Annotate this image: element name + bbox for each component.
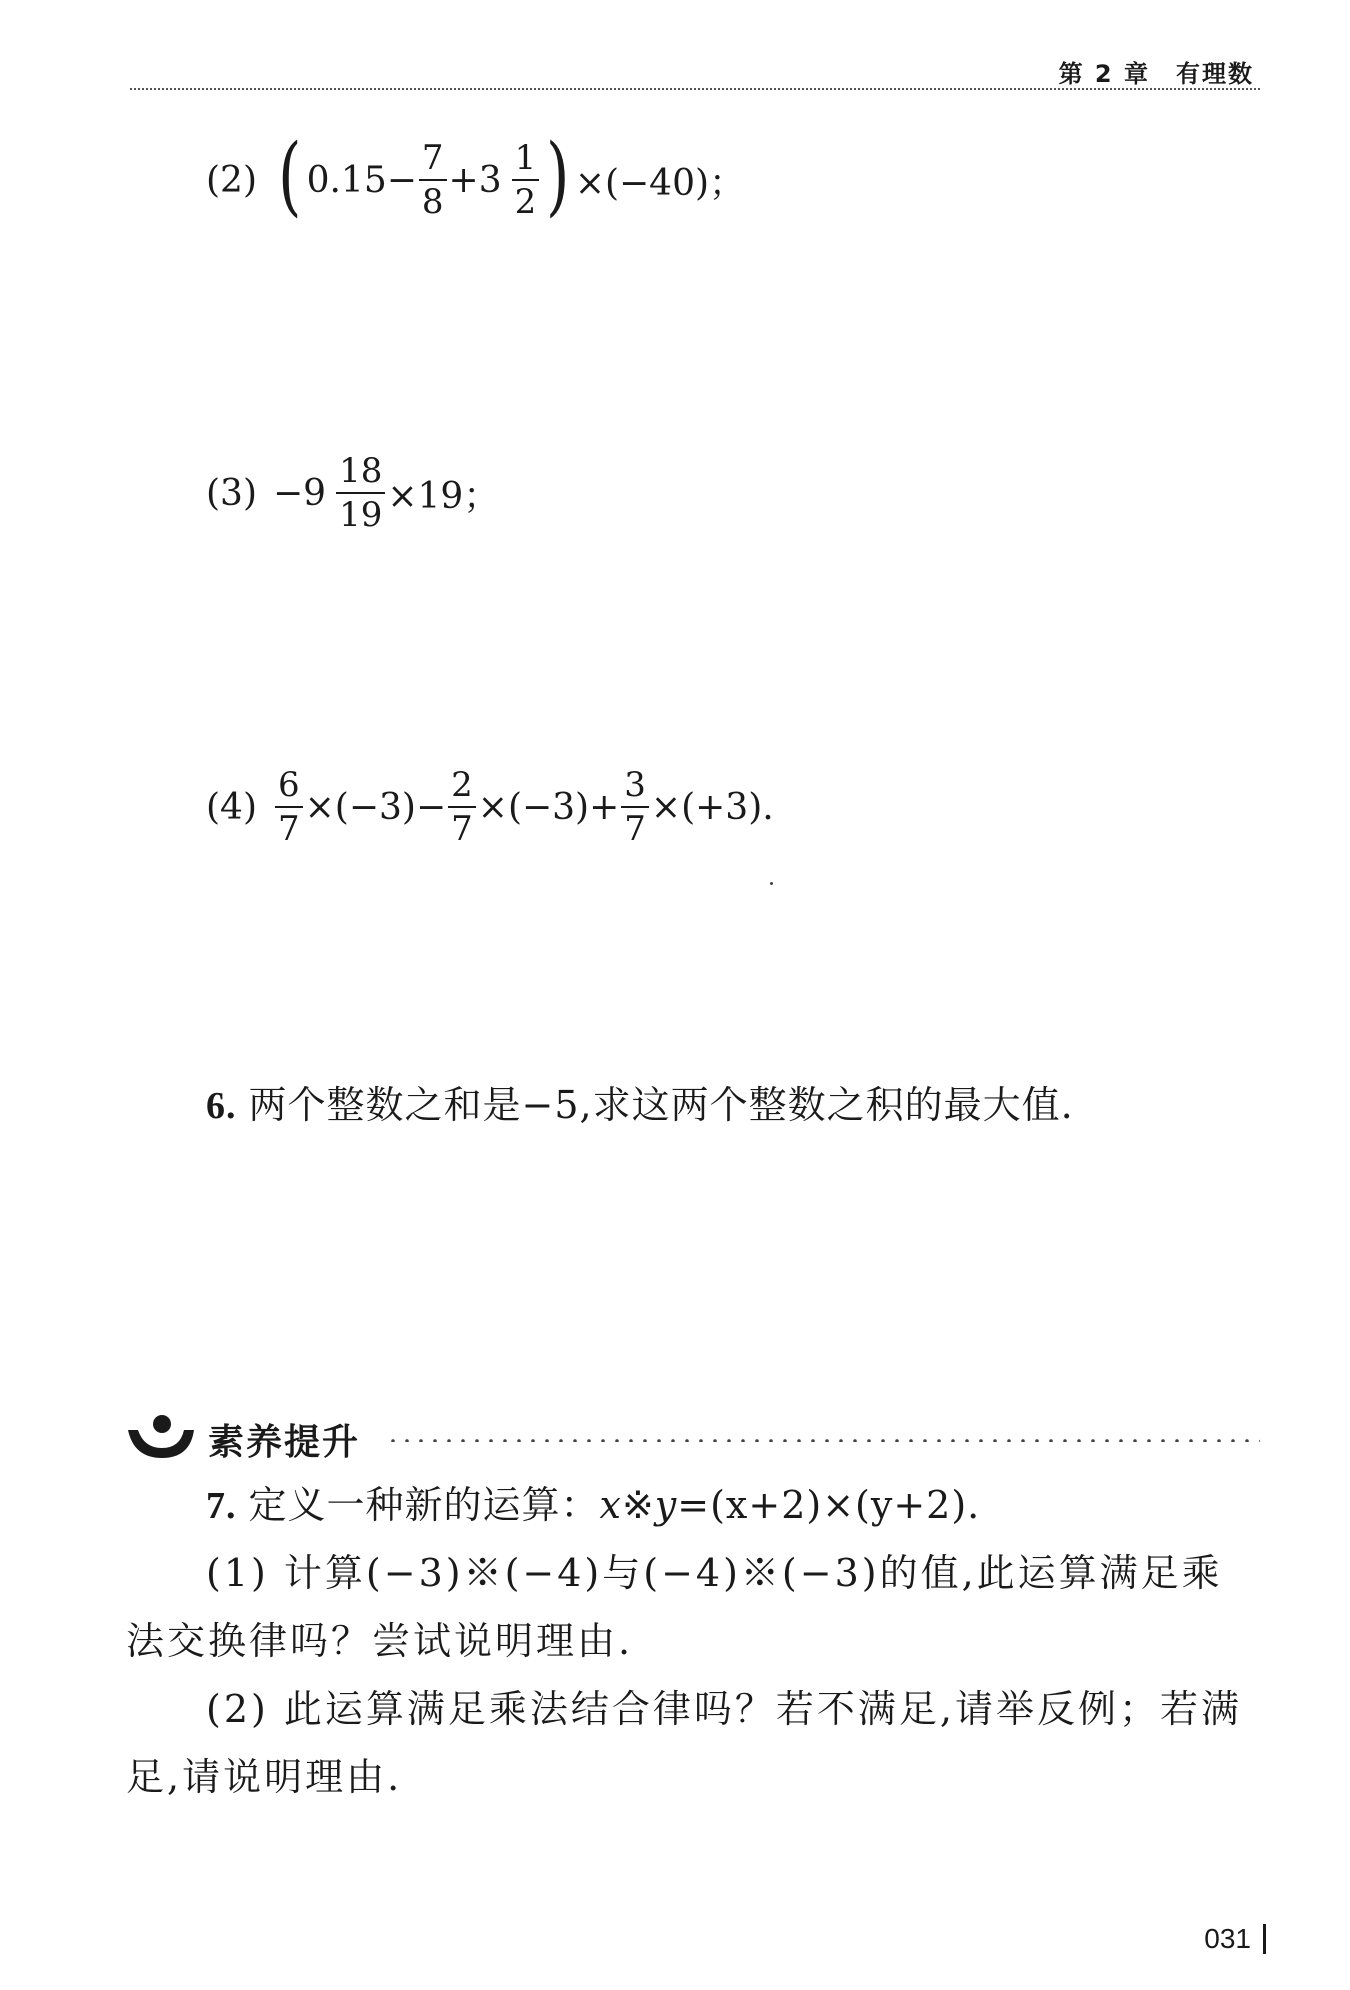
fraction-denominator: 7 [451,809,473,849]
exercise-2 [206,126,746,230]
expr-part: ×19； [387,475,500,517]
right-paren: ) [546,126,570,226]
operator-symbol: ※ [621,1483,655,1527]
fraction [512,138,540,222]
question-number: 6. [206,1085,237,1127]
q7-part1-line1: (1) 计算(−3)※(−4)与(−4)※(−3)的值,此运算满足乘 [206,1551,1223,1595]
fraction-numerator: 18 [336,454,385,494]
fraction-numerator: 1 [512,141,540,181]
q7-part2-line2: 足,请说明理由. [126,1755,403,1799]
exercise-label: (3) [206,472,257,514]
question-7 [206,1474,980,1529]
chapter-label: 第 2 章 [1058,60,1150,88]
left-paren: ( [278,126,302,226]
exercise-4 [206,762,774,852]
var-y: y [654,1483,678,1527]
fraction-numerator: 6 [275,768,303,808]
fraction-numerator: 7 [419,141,447,181]
fraction [448,765,476,849]
expr-part: +3 [448,159,502,201]
fraction [336,451,385,535]
exercise-3 [206,448,499,538]
sprout-icon [124,1412,196,1464]
expr-part: ×(−3)− [304,786,447,828]
question-text: 两个整数之和是−5,求这两个整数之积的最大值. [248,1083,1074,1127]
chapter-title: 有理数 [1176,60,1254,88]
page-number: 031 [1204,1924,1266,1954]
section-title: 素养提升 [208,1422,361,1463]
fraction [419,138,447,222]
section-heading [124,1408,1260,1468]
fraction-denominator: 2 [514,182,537,222]
fraction-numerator: 3 [621,768,649,808]
expr-part: 0.15− [306,159,417,201]
fraction-denominator: 7 [278,809,300,849]
question-6 [206,1074,1074,1129]
running-head [1059,54,1254,89]
expr-part: −9 [273,472,327,514]
expr-part: ×(−3)+ [477,786,620,828]
fraction [275,765,303,849]
fraction [621,765,649,849]
expr-part: ×(+3). [650,786,774,828]
page-header [130,48,1260,90]
q7-part2-line1: (2) 此运算满足乘法结合律吗？若不满足,请举反例；若满 [206,1687,1242,1731]
q7-part1-line2: 法交换律吗？尝试说明理由. [126,1619,634,1663]
exercise-label: (2) [206,159,257,201]
question-intro: 定义一种新的运算： [248,1483,600,1527]
var-x: x [599,1483,622,1527]
fraction-numerator: 2 [448,768,476,808]
question-number: 7. [206,1485,237,1527]
definition-rest: =(x+2)×(y+2). [677,1483,981,1527]
section-dotted-rule [386,1438,1260,1442]
print-speck [770,882,773,885]
expr-part: ×(−40)； [574,162,746,204]
fraction-denominator: 7 [624,809,646,849]
fraction-denominator: 19 [339,495,383,535]
exercise-label: (4) [206,786,257,828]
fraction-denominator: 8 [421,182,444,222]
